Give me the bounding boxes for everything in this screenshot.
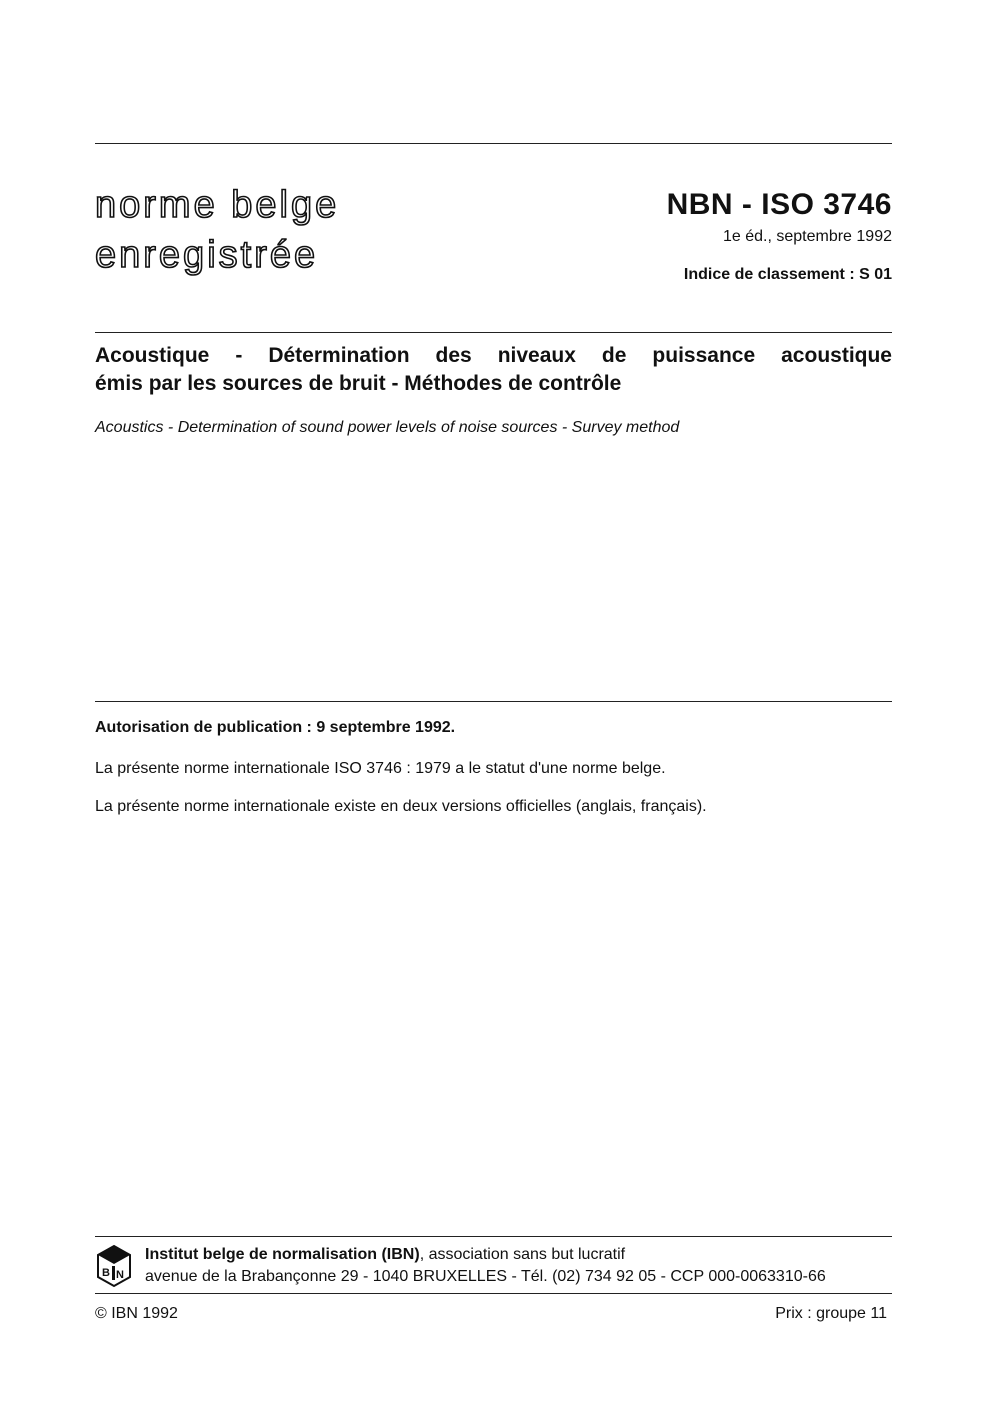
institute-name: Institut belge de normalisation (IBN) bbox=[145, 1246, 420, 1263]
masthead bbox=[95, 180, 339, 280]
institute-line bbox=[145, 1246, 625, 1264]
title-french-line2: émis par les sources de bruit - Méthodes de contrôle bbox=[95, 372, 622, 395]
copyright: © IBN 1992 bbox=[95, 1305, 178, 1322]
masthead-line2: enregistrée bbox=[95, 234, 319, 276]
publication-authorisation: Autorisation de publication : 9 septembre 1992. bbox=[95, 719, 456, 736]
versions-paragraph: La présente norme internationale existe en deux versions officielles (anglais, français). bbox=[95, 798, 707, 815]
edition-date: 1e éd., septembre 1992 bbox=[722, 228, 892, 245]
svg-text:B: B bbox=[102, 1267, 110, 1279]
title-rule bbox=[95, 332, 892, 333]
svg-text:N: N bbox=[116, 1269, 124, 1281]
price-group: Prix : groupe 11 bbox=[775, 1305, 887, 1322]
institute-address: avenue de la Brabançonne 29 - 1040 BRUXELLES - Tél. (02) 734 92 05 - CCP 000-0063310-66 bbox=[145, 1268, 826, 1285]
body-rule bbox=[95, 701, 892, 702]
status-paragraph: La présente norme internationale ISO 3746 : 1979 a le statut d'une norme belge. bbox=[95, 760, 666, 777]
top-rule bbox=[95, 143, 892, 144]
title-english: Acoustics - Determination of sound power levels of noise sources - Survey method bbox=[95, 419, 680, 436]
classification-index: Indice de classement : S 01 bbox=[683, 266, 892, 283]
footer-bottom-rule bbox=[95, 1293, 892, 1294]
institute-suffix: , association sans but lucratif bbox=[419, 1246, 626, 1263]
masthead-line1: norme belge bbox=[95, 184, 340, 226]
title-french bbox=[95, 342, 892, 398]
ibn-logo-icon bbox=[95, 1244, 133, 1288]
footer-top-rule bbox=[95, 1236, 892, 1237]
standard-number: NBN - ISO 3746 bbox=[666, 188, 892, 221]
title-french-line1: Acoustique - Détermination des niveaux de puissance acoustique bbox=[95, 344, 892, 367]
